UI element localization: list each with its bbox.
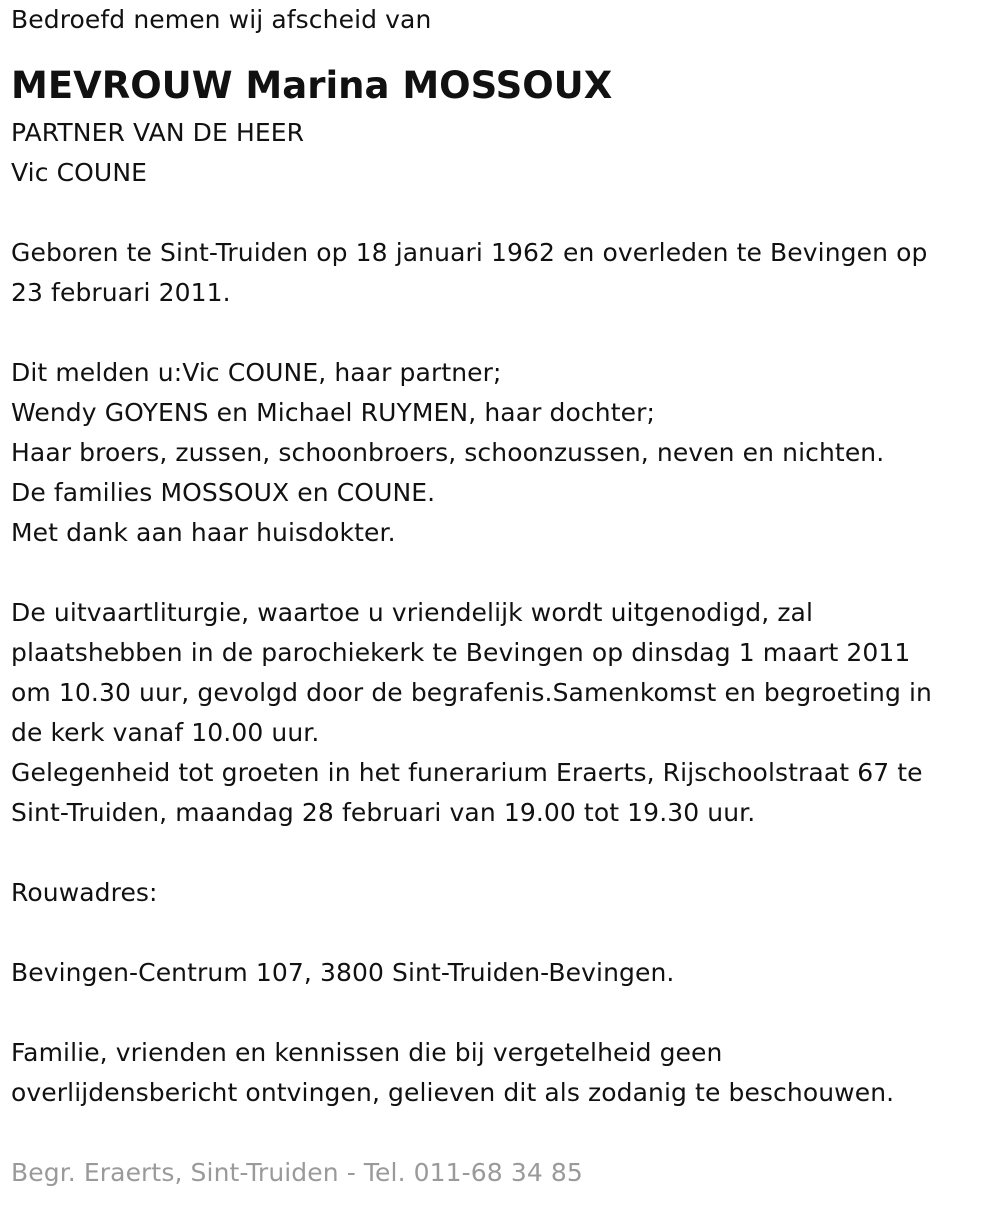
announcer-line: De families MOSSOUX en COUNE.: [11, 478, 436, 507]
obituary-notice: [11, 0, 991, 1193]
paragraph-line: 23 februari 2011.: [11, 278, 231, 307]
ceremony-paragraph: [11, 593, 991, 833]
paragraph-line: Sint-Truiden, maandag 28 februari van 19.00 tot 19.30 uur.: [11, 798, 756, 827]
mourning-address: Bevingen-Centrum 107, 3800 Sint-Truiden-Bevingen.: [11, 958, 675, 987]
paragraph-line: De uitvaartliturgie, waartoe u vriendelijk wordt uitgenodigd, zal: [11, 598, 814, 627]
spacer: [11, 193, 991, 233]
mourning-address-label: Rouwadres:: [11, 878, 158, 907]
intro-text: Bedroefd nemen wij afscheid van: [11, 5, 432, 34]
birth-death-paragraph: [11, 233, 991, 313]
funeral-home-footer: Begr. Eraerts, Sint-Truiden - Tel. 011-68 34 85: [11, 1158, 583, 1187]
spacer: [11, 993, 991, 1033]
paragraph-line: Familie, vrienden en kennissen die bij vergetelheid geen: [11, 1038, 723, 1067]
spacer: [11, 553, 991, 593]
partner-name: Vic COUNE: [11, 158, 148, 187]
paragraph-line: de kerk vanaf 10.00 uur.: [11, 718, 320, 747]
announcer-line: Haar broers, zussen, schoonbroers, schoonzussen, neven en nichten.: [11, 438, 885, 467]
spacer: [11, 833, 991, 873]
spacer: [11, 313, 991, 353]
paragraph-line: overlijdensbericht ontvingen, gelieven dit als zodanig te beschouwen.: [11, 1078, 895, 1107]
closing-note: [11, 1033, 991, 1113]
paragraph-line: plaatshebben in de parochiekerk te Bevingen op dinsdag 1 maart 2011: [11, 638, 911, 667]
announcer-line: Wendy GOYENS en Michael RUYMEN, haar dochter;: [11, 398, 655, 427]
announcer-line: Dit melden u:Vic COUNE, haar partner;: [11, 358, 502, 387]
paragraph-line: Gelegenheid tot groeten in het funerarium Eraerts, Rijschoolstraat 67 te: [11, 758, 923, 787]
announcers-list: [11, 353, 991, 553]
spacer: [11, 913, 991, 953]
paragraph-line: Geboren te Sint-Truiden op 18 januari 1962 en overleden te Bevingen op: [11, 238, 928, 267]
announcer-line: Met dank aan haar huisdokter.: [11, 518, 396, 547]
paragraph-line: om 10.30 uur, gevolgd door de begrafenis.Samenkomst en begroeting in: [11, 678, 932, 707]
partner-title: PARTNER VAN DE HEER: [11, 118, 305, 147]
deceased-name: MEVROUW Marina MOSSOUX: [11, 64, 613, 107]
spacer: [11, 1113, 991, 1153]
